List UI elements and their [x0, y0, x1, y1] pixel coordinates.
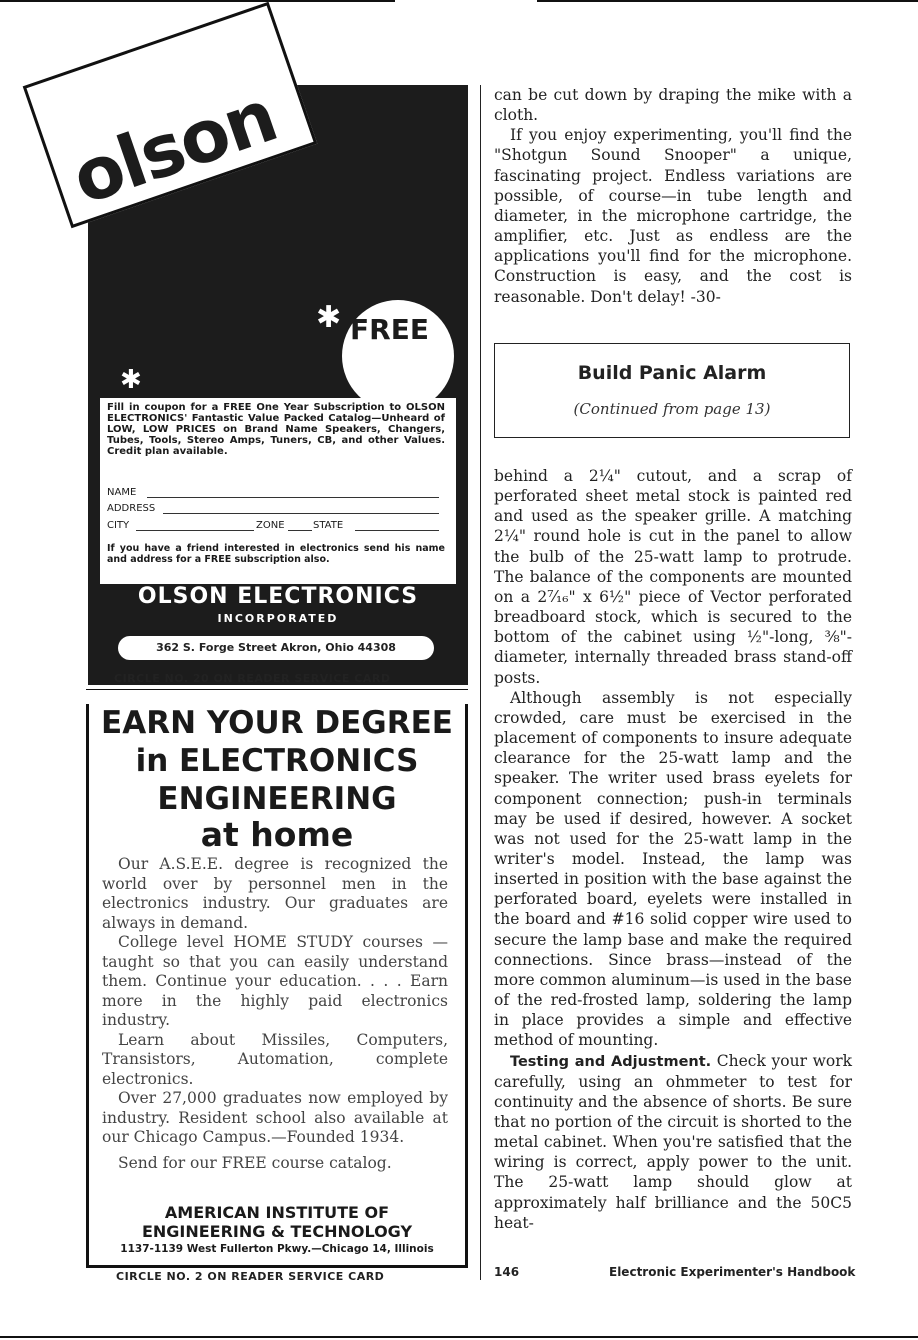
- section-runin-heading: Testing and Adjustment.: [510, 1053, 712, 1070]
- headline: in ELECTRONICS: [135, 743, 419, 779]
- state-field[interactable]: [355, 530, 439, 531]
- top-rule-right: [537, 0, 918, 2]
- institute-name: ENGINEERING & TECHNOLOGY: [141, 1222, 413, 1241]
- article-top: [494, 85, 852, 307]
- institute-name: AMERICAN INSTITUTE OF: [164, 1203, 390, 1222]
- continuation-box: [494, 343, 850, 438]
- asterisk-icon: ✱: [316, 300, 342, 335]
- reader-service-label: CIRCLE NO. 2 ON READER SERVICE CARD: [116, 1270, 385, 1283]
- asterisk-icon: ✱: [120, 365, 142, 395]
- top-rule-left: [0, 0, 395, 2]
- city-field[interactable]: [136, 530, 254, 531]
- ad-separator: [86, 689, 468, 690]
- ad-paragraph: Learn about Missiles, Computers, Transistors, Automation, complete electronics.: [102, 1030, 448, 1088]
- ad-paragraph: Over 27,000 graduates now employed by industry. Resident school also available at our Chicago Campus.—Founded 1934.: [102, 1089, 448, 1146]
- headline: ENGINEERING: [157, 781, 397, 817]
- ad-paragraph: Our A.S.E.E. degree is recognized the world over by personnel men in the electronics industry. Our graduates are always in demand.: [102, 855, 448, 932]
- article-paragraph: Although assembly is not especially crowded, care must be exercised in the placement of components to insure adequate clearance for the 25-watt lamp and the speaker. The writer used brass eyelets for component connection; push-in terminals may be used if desired, however. A socket was not used for the 25-watt lamp in the writer's model. Instead, the lamp was inserted in position with the base against the perforated board, eyelets were installed in the board and #16 solid copper wire used to secure the lamp base and make the required connections. Since brass—instead of the more common aluminum—is used in the base of the red-frosted lamp, soldering the lamp in place provides a simple and effective method of mounting.: [494, 688, 852, 1050]
- publication-name: Electronic Experimenter's Handbook: [609, 1265, 856, 1279]
- article-paragraph-text: Check your work carefully, using an ohmmeter to test for continuity and the absence of shorts. Be sure that no portion of the circuit is shorted to the metal cabinet. When you're satisfied that the wiring is correct, apply power to the unit. The 25-watt lamp should glow at approximately half brilliance and the 50C5 heat-: [494, 1051, 852, 1232]
- zone-field[interactable]: [288, 530, 312, 531]
- article-paragraph: can be cut down by draping the mike with a cloth.: [494, 86, 852, 125]
- company-incorporated: INCORPORATED: [217, 612, 339, 625]
- bottom-rule: [0, 1336, 918, 1338]
- article-paragraph: [494, 1051, 852, 1233]
- page-number: 146: [494, 1265, 520, 1279]
- ad-paragraph: College level HOME STUDY courses —taught so that you can easily understand them. Continue your education. . . . Earn more in the highly paid electronics industry.: [102, 933, 448, 1029]
- article-paragraph: behind a 2¼" cutout, and a scrap of perforated sheet metal stock is painted red and used as the speaker grille. A matching 2¼" round hole is cut in the panel to allow the bulb of the 25-watt lamp to protrude. The balance of the components are mounted on a 2⁷⁄₁₆" x 6½" piece of Vector perforated breadboard stock, which is secured to the bottom of the cabinet using ½"-long, ⅜"-diameter, internally threaded brass stand-off posts.: [494, 467, 852, 687]
- institute-address: 1137-1139 West Fullerton Pkwy.—Chicago 14, Illinois: [120, 1243, 434, 1255]
- ad-body: [102, 855, 448, 1173]
- address-label: ADDRESS: [107, 503, 156, 514]
- free-badge-label: FREE: [350, 313, 429, 346]
- company-name: OLSON ELECTRONICS: [137, 584, 419, 609]
- state-label: STATE: [313, 520, 344, 531]
- city-label: CITY: [107, 520, 130, 531]
- name-field[interactable]: [147, 497, 439, 498]
- column-divider: [480, 85, 481, 1280]
- continuation-subtitle: (Continued from page 13): [573, 400, 771, 418]
- ad-paragraph: Send for our FREE course catalog.: [118, 1153, 392, 1172]
- address-field[interactable]: [163, 513, 439, 514]
- company-address: 362 S. Forge Street Akron, Ohio 44308: [118, 636, 434, 660]
- headline: EARN YOUR DEGREE: [101, 705, 453, 741]
- name-label: NAME: [107, 487, 137, 498]
- zone-label: ZONE: [256, 520, 285, 531]
- olson-logo: olson: [61, 73, 286, 221]
- article-body: [494, 466, 852, 1233]
- article-paragraph: If you enjoy experimenting, you'll find the "Shotgun Sound Snooper" a unique, fascinating project. Endless variations are possible, of course—in tube length and diameter, in the microphone cartridge, the amplifier, etc. Just as endless are the applications you'll find for the microphone. Construction is easy, and the cost is reasonable. Don't delay! -30-: [494, 126, 852, 306]
- headline: at home: [200, 815, 354, 854]
- continuation-title: Build Panic Alarm: [577, 362, 767, 384]
- coupon-text: Fill in coupon for a FREE One Year Subscription to OLSON ELECTRONICS' Fantastic Value Packed Catalog—Unheard of LOW, LOW PRICES on Brand Name Speakers, Changers, Tubes, Tools, Stereo Amps, Tuners, CB, and other Values. Credit plan available.: [107, 402, 445, 457]
- reader-service-label: CIRCLE NO. 20 ON READER SERVICE CARD: [114, 672, 391, 685]
- friend-text: If you have a friend interested in electronics send his name and address for a FREE subscription also.: [107, 543, 445, 565]
